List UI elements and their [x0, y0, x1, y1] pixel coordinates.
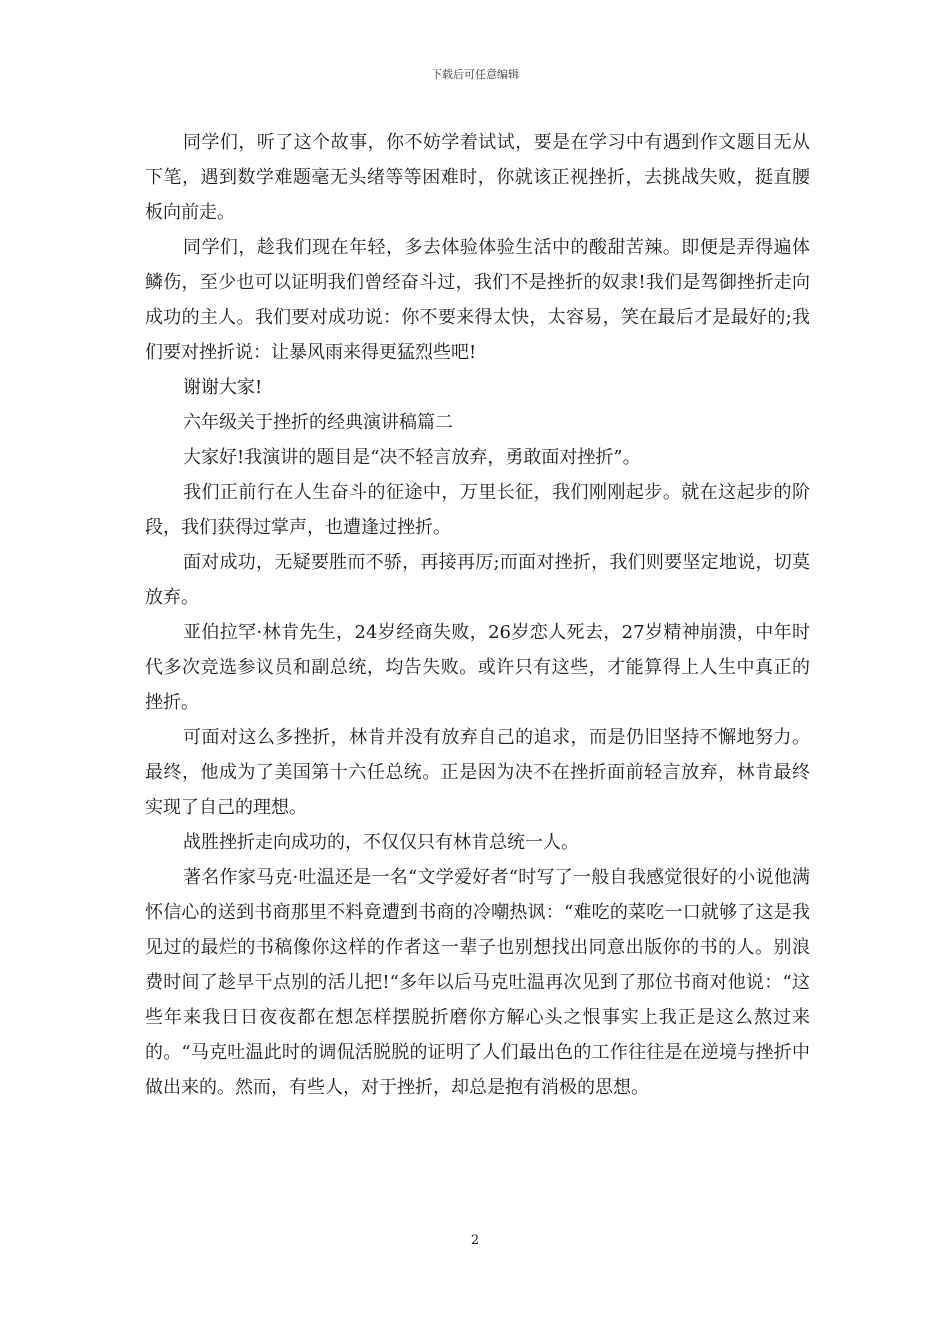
page-header: 下载后可任意编辑: [431, 68, 519, 81]
paragraph-10: 战胜挫折走向成功的，不仅仅只有林肯总统一人。: [183, 832, 579, 853]
paragraph-6: 我们正前行在人生奋斗的征途中，万里长征，我们刚刚起步。就在这起步的阶段，我们获得过掌声，也遭逢过挫折。: [145, 482, 810, 538]
section-heading: 六年级关于挫折的经典演讲稿篇二: [183, 412, 453, 433]
paragraph-11: 著名作家马克·吐温还是一名“文学爱好者“时写了一般自我感觉很好的小说他满怀信心的送到书商那里不料竟遭到书商的冷嘲热讽：“难吃的菜吃一口就够了这是我见过的最烂的书稿像你这样的作者这一辈子也别想找出同意出版你的书的人。别浪费时间了趁早干点别的活儿把!“多年以后马克吐温再次见到了那位书商对他说：“这些年来我日日夜夜都在想怎样摆脱折磨你方解心头之恨事实上我正是这么熬过来的。“马克吐温此时的调侃活脱脱的证明了人们最出色的工作往往是在逆境与挫折中做出来的。然而，有些人，对于挫折，却总是抱有消极的思想。: [145, 867, 810, 1098]
paragraph-5: 大家好!我演讲的题目是“决不轻言放弃，勇敢面对挫折”。: [183, 447, 641, 468]
paragraph-3: 谢谢大家!: [183, 377, 263, 398]
paragraph-9: 可面对这么多挫折，林肯并没有放弃自己的追求，而是仍旧坚持不懈地努力。最终，他成为了美国第十六任总统。正是因为决不在挫折面前轻言放弃，林肯最终实现了自己的理想。: [145, 727, 810, 818]
paragraph-7: 面对成功，无疑要胜而不骄，再接再厉;而面对挫折，我们则要坚定地说，切莫放弃。: [145, 552, 810, 608]
paragraph-1: 同学们，听了这个故事，你不妨学着试试，要是在学习中有遇到作文题目无从下笔，遇到数学难题毫无头绪等等困难时，你就该正视挫折，去挑战失败，挺直腰板向前走。: [145, 132, 810, 223]
paragraph-2: 同学们，趁我们现在年轻，多去体验体验生活中的酸甜苦辣。即便是弄得遍体鳞伤，至少也可以证明我们曾经奋斗过，我们不是挫折的奴隶!我们是驾御挫折走向成功的主人。我们要对成功说：你不要来得太快，太容易，笑在最后才是最好的;我们要对挫折说：让暴风雨来得更猛烈些吧!: [145, 237, 810, 363]
page-number: 2: [470, 1233, 480, 1248]
document-body: [145, 125, 810, 1105]
paragraph-8: 亚伯拉罕·林肯先生，24岁经商失败，26岁恋人死去，27岁精神崩溃，中年时代多次竞选参议员和副总统，均告失败。或许只有这些，才能算得上人生中真正的挫折。: [145, 622, 810, 713]
